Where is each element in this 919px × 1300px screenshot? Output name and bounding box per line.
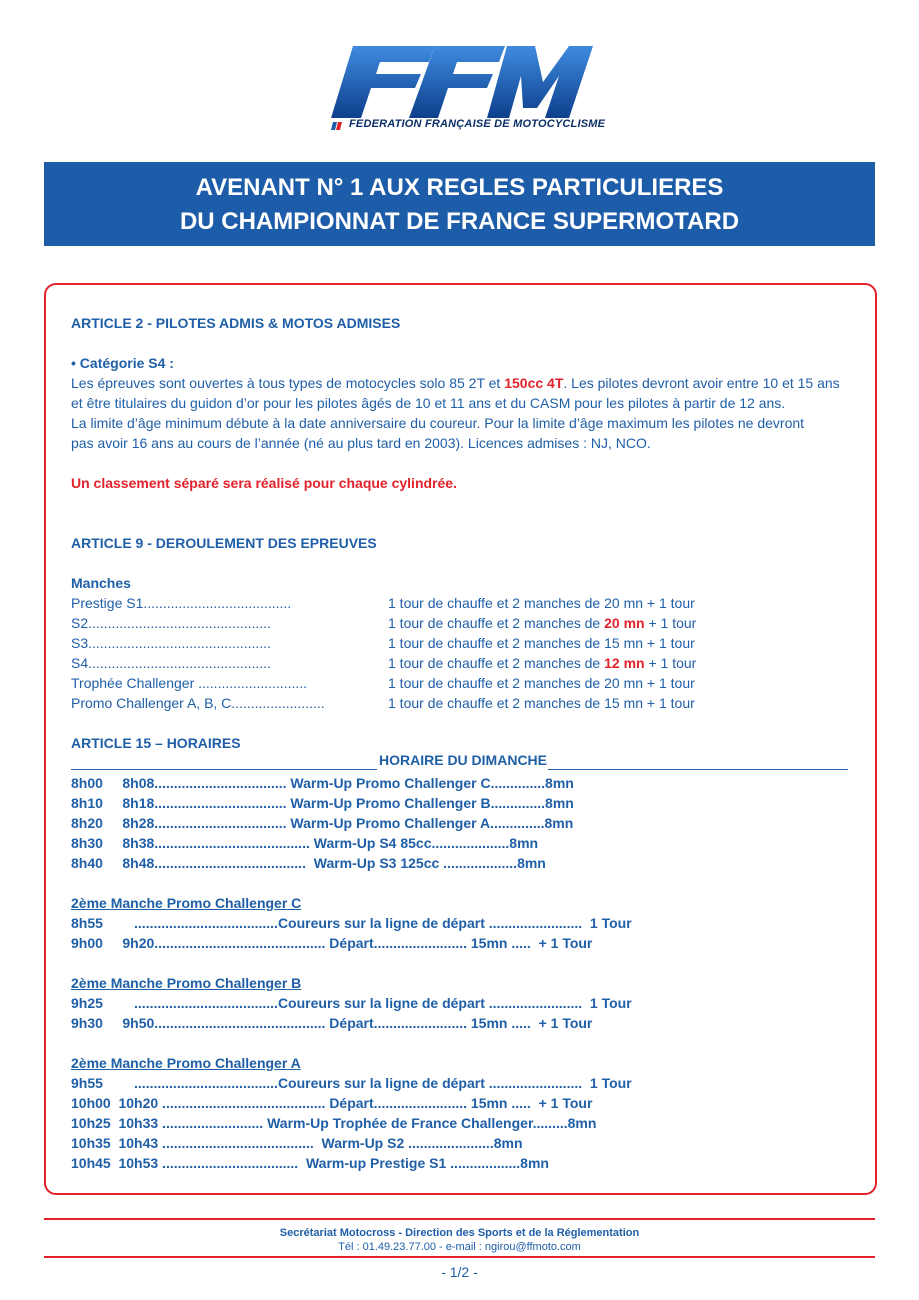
footer-contact: Tél : 01.49.23.77.00 - e-mail : ngirou@ffmoto.com	[338, 1241, 581, 1253]
manche-category: S3	[71, 635, 89, 651]
manche-description	[388, 653, 696, 673]
manche-category: Promo Challenger A, B, C	[71, 695, 232, 711]
manche-description	[388, 693, 695, 713]
manche-description	[388, 613, 696, 633]
schedule-row: 9h55 .....................................Coureurs sur la ligne de départ ........................ 1 Tour	[71, 1075, 632, 1091]
category-s4: • Catégorie S4 :	[71, 355, 174, 371]
manche-leader-dots: ............................	[194, 675, 308, 691]
schedule-row: 10h45 10h53 ................................... Warm-up Prestige S1 ..................8mn	[71, 1155, 549, 1171]
manche-description	[388, 593, 695, 613]
manche-duration-highlight: 12 mn	[604, 655, 645, 671]
manche-row	[71, 633, 271, 653]
schedule-row: 9h00 9h20............................................ Départ........................ 15mn ..... + 1 Tour	[71, 935, 593, 951]
article-2-note: Un classement séparé sera réalisé pour chaque cylindrée.	[71, 475, 457, 491]
schedule-row: 8h55 .....................................Coureurs sur la ligne de départ ........................ 1 Tour	[71, 915, 632, 931]
schedule-rule-left	[71, 769, 377, 770]
warmup-row: 8h20 8h28.................................. Warm-Up Promo Challenger A..............8mn	[71, 815, 574, 831]
ffm-logo-mark	[325, 42, 595, 120]
schedule-row: 10h25 10h33 .......................... Warm-Up Trophée de France Challenger.........8mn	[71, 1115, 597, 1131]
article-2-paragraph-3: La limite d’âge minimum débute à la date anniversaire du coureur. Pour la limite d’âge maximum les pilotes ne devront	[71, 415, 805, 431]
manche-description-text: 1 tour de chauffe et 2 manches de	[388, 615, 605, 631]
manche-description-text: 1 tour de chauffe et 2 manches de 20 mn	[388, 595, 644, 611]
manche-leader-dots: ...............................................	[88, 655, 271, 671]
manche-category: S2	[71, 615, 89, 631]
manche-extra-lap: + 1 tour	[643, 595, 695, 611]
schedule-row: 9h30 9h50............................................ Départ........................ 15mn ..... + 1 Tour	[71, 1015, 593, 1031]
manche-row	[71, 673, 307, 693]
race-group-title: 2ème Manche Promo Challenger A	[71, 1055, 301, 1071]
manche-extra-lap: + 1 tour	[644, 655, 697, 671]
schedule-rule-right	[548, 769, 848, 770]
manche-description-text: 1 tour de chauffe et 2 manches de 15 mn	[388, 695, 644, 711]
manche-leader-dots: ...............................................	[88, 635, 271, 651]
footer-rule-top	[44, 1218, 875, 1220]
warmup-row: 8h10 8h18.................................. Warm-Up Promo Challenger B..............8mn	[71, 795, 574, 811]
manche-description	[388, 673, 695, 693]
p1-highlight: 150cc 4T	[504, 375, 564, 391]
manche-leader-dots: ...............................................	[88, 615, 271, 631]
footer-department: Secrétariat Motocross - Direction des Sports et de la Réglementation	[279, 1227, 640, 1239]
warmup-row: 8h40 8h48....................................... Warm-Up S3 125cc ...................8mn	[71, 855, 546, 871]
p1-start: Les épreuves sont ouvertes à tous types de motocycles solo 85 2T et	[71, 375, 505, 391]
manche-description-text: 1 tour de chauffe et 2 manches de 20 mn	[388, 675, 644, 691]
manche-extra-lap: + 1 tour	[644, 615, 697, 631]
manche-row	[71, 593, 291, 613]
title-line-1: AVENANT N° 1 AUX REGLES PARTICULIERES	[195, 174, 724, 201]
manche-description-text: 1 tour de chauffe et 2 manches de	[388, 655, 605, 671]
manche-row	[71, 653, 271, 673]
article-2-paragraph-2: et être titulaires du guidon d’or pour les pilotes âgés de 10 et 11 ans et du CASM pour les pilotes à partir de 12 ans.	[71, 395, 786, 411]
manche-row	[71, 613, 271, 633]
warmup-row: 8h30 8h38........................................ Warm-Up S4 85cc....................8mn	[71, 835, 539, 851]
manche-row	[71, 693, 325, 713]
schedule-row: 9h25 .....................................Coureurs sur la ligne de départ ........................ 1 Tour	[71, 995, 632, 1011]
schedule-day-title: HORAIRE DU DIMANCHE	[379, 752, 547, 768]
page-number: - 1/2 -	[441, 1264, 478, 1280]
french-flag-icon	[331, 122, 345, 130]
race-group-title: 2ème Manche Promo Challenger C	[71, 895, 302, 911]
manche-category: Prestige S1	[71, 595, 144, 611]
article-2-paragraph-1	[71, 373, 840, 393]
race-group-title: 2ème Manche Promo Challenger B	[71, 975, 302, 991]
title-line-2: DU CHAMPIONNAT DE FRANCE SUPERMOTARD	[179, 208, 740, 235]
manche-category: Trophée Challenger	[71, 675, 195, 691]
article-15-title: ARTICLE 15 – HORAIRES	[71, 735, 241, 751]
manche-extra-lap: + 1 tour	[643, 675, 695, 691]
p1-end: . Les pilotes devront avoir entre 10 et 15 ans	[563, 375, 840, 391]
manche-description-text: 1 tour de chauffe et 2 manches de 15 mn	[388, 635, 644, 651]
manche-leader-dots: ........................	[231, 695, 325, 711]
manche-leader-dots: ......................................	[143, 595, 292, 611]
document-title-banner	[44, 162, 875, 246]
manche-extra-lap: + 1 tour	[643, 635, 695, 651]
manche-duration-highlight: 20 mn	[604, 615, 645, 631]
article-9-title: ARTICLE 9 - DEROULEMENT DES EPREUVES	[71, 535, 377, 551]
article-2-paragraph-4: pas avoir 16 ans au cours de l’année (né au plus tard en 2003). Licences admises : NJ, NCO.	[71, 435, 651, 451]
manches-subtitle: Manches	[71, 575, 131, 591]
manche-description	[388, 633, 695, 653]
manche-category: S4	[71, 655, 89, 671]
manche-extra-lap: + 1 tour	[643, 695, 695, 711]
schedule-row: 10h35 10h43 ....................................... Warm-Up S2 ......................8mn	[71, 1135, 523, 1151]
footer-rule-bottom	[44, 1256, 875, 1258]
logo-tagline: FEDERATION FRANÇAISE DE MOTOCYCLISME	[349, 118, 606, 130]
article-2-title: ARTICLE 2 - PILOTES ADMIS & MOTOS ADMISES	[71, 315, 401, 331]
warmup-row: 8h00 8h08.................................. Warm-Up Promo Challenger C..............8mn	[71, 775, 574, 791]
schedule-row: 10h00 10h20 .......................................... Départ........................ 15mn ..... + 1 Tour	[71, 1095, 593, 1111]
